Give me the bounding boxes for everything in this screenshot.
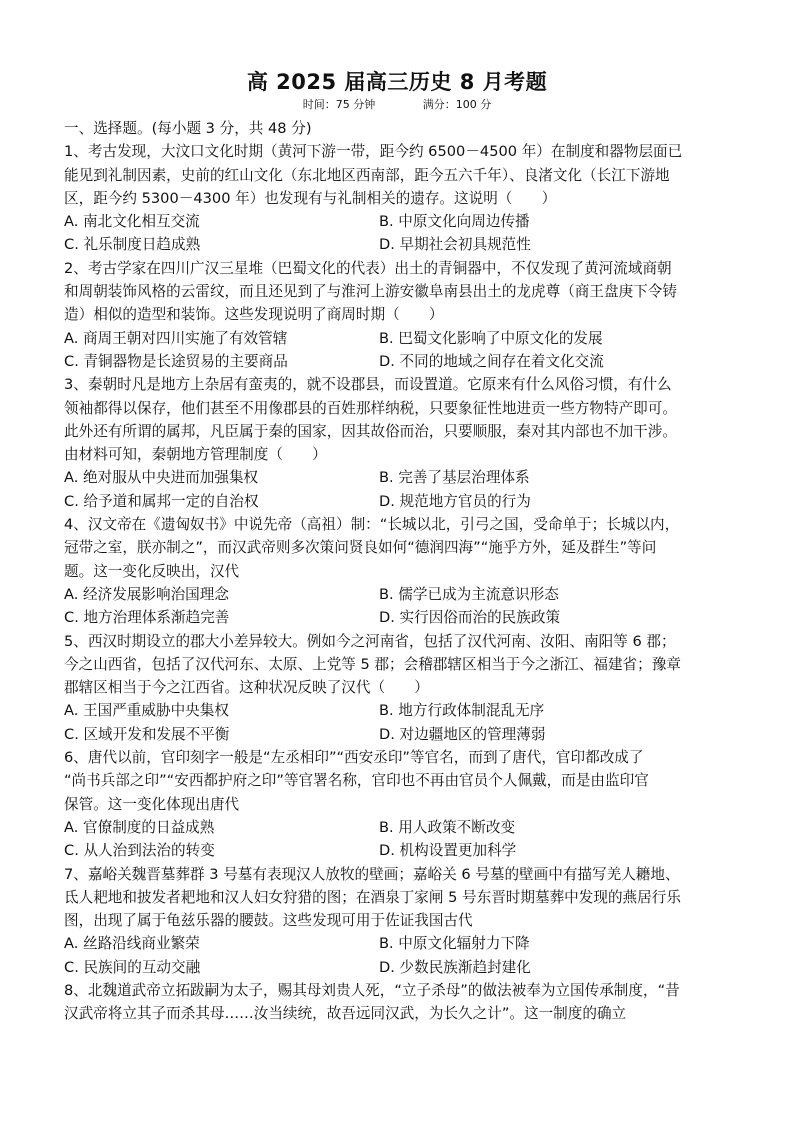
question-text-line: 1、考古发现，大汶口文化时期（黄河下游一带，距今约 6500－4500 年）在制度和器物层面已	[64, 143, 683, 161]
option-row	[64, 839, 744, 862]
option-group	[64, 327, 744, 374]
exam-time: 时间：75 分钟	[302, 98, 376, 111]
question-text-line: 今之山西省，包括了汉代河东、太原、上党等 5 郡；会稽郡辖区相当于今之浙江、福建省；豫章	[64, 655, 681, 673]
exam-score: 满分：100 分	[422, 98, 492, 111]
option-c[interactable]: C. 给予道和属邦一定的自治权	[64, 492, 259, 510]
question-text-line: 造）相似的造型和装饰。这些发现说明了商周时期（ ）	[64, 306, 444, 324]
option-b[interactable]: B. 中原文化辐射力下降	[379, 935, 530, 953]
option-b[interactable]: B. 完善了基层治理体系	[379, 469, 530, 487]
exam-meta	[0, 96, 794, 112]
question-text-line: 能见到礼制因素，史前的红山文化（东北地区西南部，距今五六千年）、良渚文化（长江下游地	[64, 166, 670, 184]
question-5	[64, 630, 744, 746]
option-row	[64, 233, 744, 256]
option-a[interactable]: A. 丝路沿线商业繁荣	[64, 935, 200, 953]
option-d[interactable]: D. 实行因俗而治的民族政策	[379, 609, 561, 627]
question-4	[64, 513, 744, 629]
option-b[interactable]: B. 巴蜀文化影响了中原文化的发展	[379, 329, 603, 347]
option-group	[64, 210, 744, 257]
option-d[interactable]: D. 对边疆地区的管理薄弱	[379, 725, 546, 743]
option-d[interactable]: D. 不同的地域之间存在着文化交流	[379, 352, 604, 370]
question-text-line: 郡辖区相当于今之江西省。这种状况反映了汉代（ ）	[64, 679, 429, 697]
question-6	[64, 746, 744, 862]
option-d[interactable]: D. 规范地方官员的行为	[379, 492, 531, 510]
option-row	[64, 466, 744, 489]
option-group	[64, 816, 744, 863]
question-text-line: 区，距今约 5300－4300 年）也发现有与礼制相关的遗存。这说明（ ）	[64, 189, 557, 207]
question-text-line: 此外还有所谓的属邦，凡臣属于秦的国家，因其故俗而治，只要顺服，秦对其内部也不加干涉。	[64, 422, 677, 440]
option-b[interactable]: B. 儒学已成为主流意识形态	[379, 585, 559, 603]
question-text-line: 冠带之室，朕亦制之”，而汉武帝则多次策问贤良如何“德润四海”“施乎方外，延及群生”等问	[64, 539, 657, 557]
question-text-line: 图，出现了属于龟兹乐器的腰鼓。这些发现可用于佐证我国古代	[64, 912, 473, 930]
option-d[interactable]: D. 机构设置更加科学	[379, 842, 517, 860]
option-c[interactable]: C. 民族间的互动交融	[64, 958, 201, 976]
question-list	[64, 140, 744, 1025]
option-row	[64, 583, 744, 606]
option-d[interactable]: D. 早期社会初具规范性	[379, 236, 531, 254]
question-text-line: 保管。这一变化体现出唐代	[64, 795, 240, 813]
option-row	[64, 210, 744, 233]
exam-title: 高 2025 届高三历史 8 月考题	[246, 70, 548, 94]
question-text-line: 4、汉文帝在《遗匈奴书》中说先帝（高祖）制：“长城以北，引弓之国，受命单于；长城以内，	[64, 516, 680, 534]
option-row	[64, 699, 744, 722]
question-text-line: 领袖都得以保存，他们甚至不用像郡县的百姓那样纳税，只要象征性地进贡一些方物特产即可。	[64, 399, 677, 417]
option-c[interactable]: C. 青铜器物是长途贸易的主要商品	[64, 352, 288, 370]
option-a[interactable]: A. 绝对服从中央进而加强集权	[64, 469, 259, 487]
option-row	[64, 350, 744, 373]
question-text-line: 氐人耙地和披发者耙地和汉人妇女狩猎的图；在酒泉丁家闸 5 号东晋时期墓葬中发现的燕居行乐	[64, 888, 681, 906]
question-text-line: “尚书兵部之印”“安西都护府之印”等官署名称，官印也不再由官员个人佩戴，而是由监印官	[64, 772, 649, 790]
option-row	[64, 327, 744, 350]
option-row	[64, 606, 744, 629]
question-text-line: 和周朝装饰风格的云雷纹，而且还见到了与淮河上游安徽阜南县出土的龙虎尊（商王盘庚下令铸	[64, 283, 677, 301]
option-group	[64, 466, 744, 513]
exam-content	[64, 117, 744, 1026]
question-2	[64, 257, 744, 373]
question-text-line: 3、秦朝时凡是地方上杂居有蛮夷的，就不设郡县，而设置道。它原来有什么风俗习惯，有什么	[64, 376, 672, 394]
question-7	[64, 863, 744, 979]
question-8	[64, 979, 744, 1026]
question-text-line: 2、考古学家在四川广汉三星堆（巴蜀文化的代表）出土的青铜器中，不仅发现了黄河流域商朝	[64, 259, 672, 277]
question-text-line: 8、北魏道武帝立拓跋嗣为太子，赐其母刘贵人死，“立子杀母”的做法被奉为立国传承制度，“昔	[64, 981, 680, 999]
option-group	[64, 699, 744, 746]
question-text-line: 6、唐代以前，官印刻字一般是“左丞相印”“西安丞印”等官名，而到了唐代，官印都改成了	[64, 749, 644, 767]
question-text-line: 由材料可知，秦朝地方管理制度（ ）	[64, 446, 327, 464]
option-b[interactable]: B. 地方行政体制混乱无序	[379, 702, 545, 720]
option-c[interactable]: C. 地方治理体系渐趋完善	[64, 609, 230, 627]
option-a[interactable]: A. 南北文化相互交流	[64, 213, 200, 231]
option-b[interactable]: B. 用人政策不断改变	[379, 818, 516, 836]
option-a[interactable]: A. 商周王朝对四川实施了有效管辖	[64, 329, 288, 347]
option-a[interactable]: A. 王国严重威胁中央集权	[64, 702, 229, 720]
option-row	[64, 816, 744, 839]
option-b[interactable]: B. 中原文化向周边传播	[379, 213, 530, 231]
question-text-line: 7、嘉峪关魏晋墓葬群 3 号墓有表现汉人放牧的壁画；嘉峪关 6 号墓的壁画中有描写羌人耱地、	[64, 865, 680, 883]
question-3	[64, 373, 744, 513]
option-group	[64, 583, 744, 630]
option-c[interactable]: C. 从人治到法治的转变	[64, 842, 215, 860]
section-heading: 一、选择题。(每小题 3 分，共 48 分)	[64, 120, 312, 137]
option-c[interactable]: C. 区域开发和发展不平衡	[64, 725, 230, 743]
option-row	[64, 723, 744, 746]
option-row	[64, 956, 744, 979]
question-text-line: 5、西汉时期设立的郡大小差异较大。例如今之河南省，包括了汉代河南、汝阳、南阳等 6 郡；	[64, 632, 676, 650]
option-a[interactable]: A. 经济发展影响治国理念	[64, 585, 229, 603]
option-c[interactable]: C. 礼乐制度日趋成熟	[64, 236, 201, 254]
option-group	[64, 932, 744, 979]
option-row	[64, 490, 744, 513]
question-text-line: 题。这一变化反映出，汉代	[64, 562, 240, 580]
question-1	[64, 140, 744, 256]
option-d[interactable]: D. 少数民族渐趋封建化	[379, 958, 531, 976]
option-row	[64, 932, 744, 955]
option-a[interactable]: A. 官僚制度的日益成熟	[64, 818, 215, 836]
question-text-line: 汉武帝将立其子而杀其母……汝当续统，故吾远同汉武，为长久之计”。这一制度的确立	[64, 1005, 627, 1023]
